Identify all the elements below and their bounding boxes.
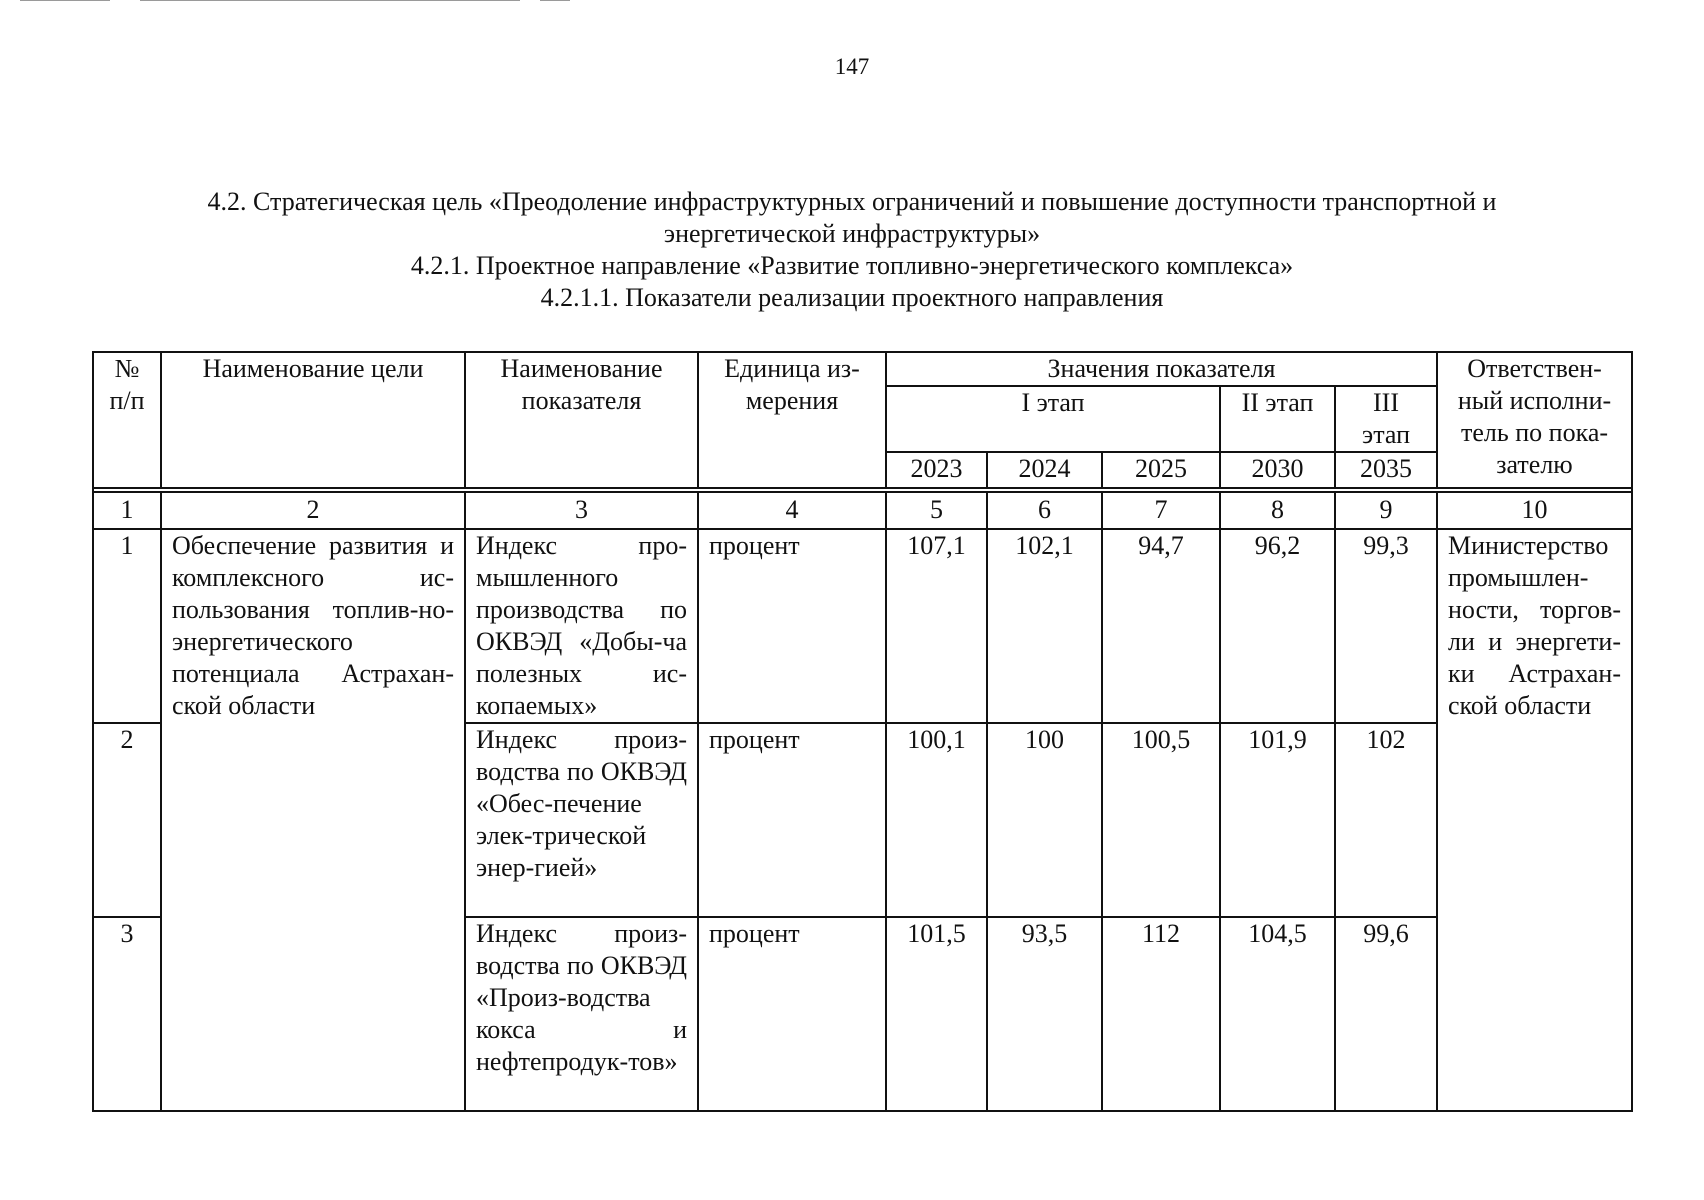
- header-responsible: Ответствен-ный исполни-тель по пока-зателю: [1437, 352, 1632, 488]
- row-number: 1: [93, 529, 161, 723]
- header-goal-name: Наименование цели: [161, 352, 465, 488]
- project-direction-heading: 4.2.1. Проектное направление «Развитие топливно-энергетического комплекса»: [410, 251, 1294, 280]
- unit-cell: процент: [698, 723, 886, 917]
- value-2024: 102,1: [987, 529, 1102, 723]
- column-number: 4: [698, 492, 886, 529]
- header-stage-3: III этап: [1335, 386, 1437, 452]
- value-2035: 102: [1335, 723, 1437, 917]
- indicators-heading: 4.2.1.1. Показатели реализации проектного направления: [540, 283, 1164, 312]
- row-number: 2: [93, 723, 161, 917]
- column-number-row: [93, 492, 1632, 529]
- indicator-name-cell: Индекс произ-водства по ОКВЭД «Произ-водства кокса и нефтепродук-тов»: [465, 917, 698, 1111]
- scan-artifact: [20, 0, 110, 1]
- header-year-2023: 2023: [886, 452, 987, 488]
- column-number: 9: [1335, 492, 1437, 529]
- column-number: 7: [1102, 492, 1220, 529]
- column-number: 6: [987, 492, 1102, 529]
- header-values: Значения показателя: [886, 352, 1437, 386]
- indicator-name-cell: Индекс произ-водства по ОКВЭД «Обес-печение элек-трической энер-гией»: [465, 723, 698, 917]
- column-number: 2: [161, 492, 465, 529]
- unit-cell: процент: [698, 917, 886, 1111]
- value-2030: 101,9: [1220, 723, 1335, 917]
- value-2035: 99,6: [1335, 917, 1437, 1111]
- page-number: 147: [834, 54, 870, 79]
- strategic-goal-heading: 4.2. Стратегическая цель «Преодоление инфраструктурных ограничений и повышение доступности транспортной и: [207, 187, 1497, 216]
- row-number: 3: [93, 917, 161, 1111]
- value-2025: 100,5: [1102, 723, 1220, 917]
- header-year-2030: 2030: [1220, 452, 1335, 488]
- responsible-executor-cell: Министерство промышлен-ности, торгов-ли и энергети-ки Астрахан-ской области: [1437, 529, 1632, 1111]
- header-unit: Единица из-мерения: [698, 352, 886, 488]
- scan-artifact: [540, 0, 570, 1]
- header-year-2025: 2025: [1102, 452, 1220, 488]
- column-number: 5: [886, 492, 987, 529]
- header-stage-1: I этап: [886, 386, 1220, 452]
- value-2023: 107,1: [886, 529, 987, 723]
- column-number: 1: [93, 492, 161, 529]
- column-number: 3: [465, 492, 698, 529]
- value-2024: 93,5: [987, 917, 1102, 1111]
- value-2025: 94,7: [1102, 529, 1220, 723]
- value-2023: 101,5: [886, 917, 987, 1111]
- indicator-name-cell: Индекс про-мышленного производства по ОКВЭД «Добы-ча полезных ис-копаемых»: [465, 529, 698, 723]
- value-2023: 100,1: [886, 723, 987, 917]
- column-number: 8: [1220, 492, 1335, 529]
- value-2024: 100: [987, 723, 1102, 917]
- header-stage-2: II этап: [1220, 386, 1335, 452]
- value-2030: 96,2: [1220, 529, 1335, 723]
- scan-artifact: [140, 0, 520, 1]
- column-number: 10: [1437, 492, 1632, 529]
- indicators-table: [92, 351, 1633, 1112]
- unit-cell: процент: [698, 529, 886, 723]
- header-num: № п/п: [93, 352, 161, 488]
- section-headings: [110, 186, 1594, 314]
- header-year-2035: 2035: [1335, 452, 1437, 488]
- strategic-goal-heading-cont: энергетической инфраструктуры»: [663, 219, 1041, 248]
- value-2025: 112: [1102, 917, 1220, 1111]
- goal-name-cell: Обеспечение развития и комплексного ис-пользования топлив-но-энергетического потенциала Астрахан-ской области: [161, 529, 465, 1111]
- value-2030: 104,5: [1220, 917, 1335, 1111]
- header-indicator-name: Наименование показателя: [465, 352, 698, 488]
- value-2035: 99,3: [1335, 529, 1437, 723]
- header-year-2024: 2024: [987, 452, 1102, 488]
- table-row: [93, 529, 1632, 723]
